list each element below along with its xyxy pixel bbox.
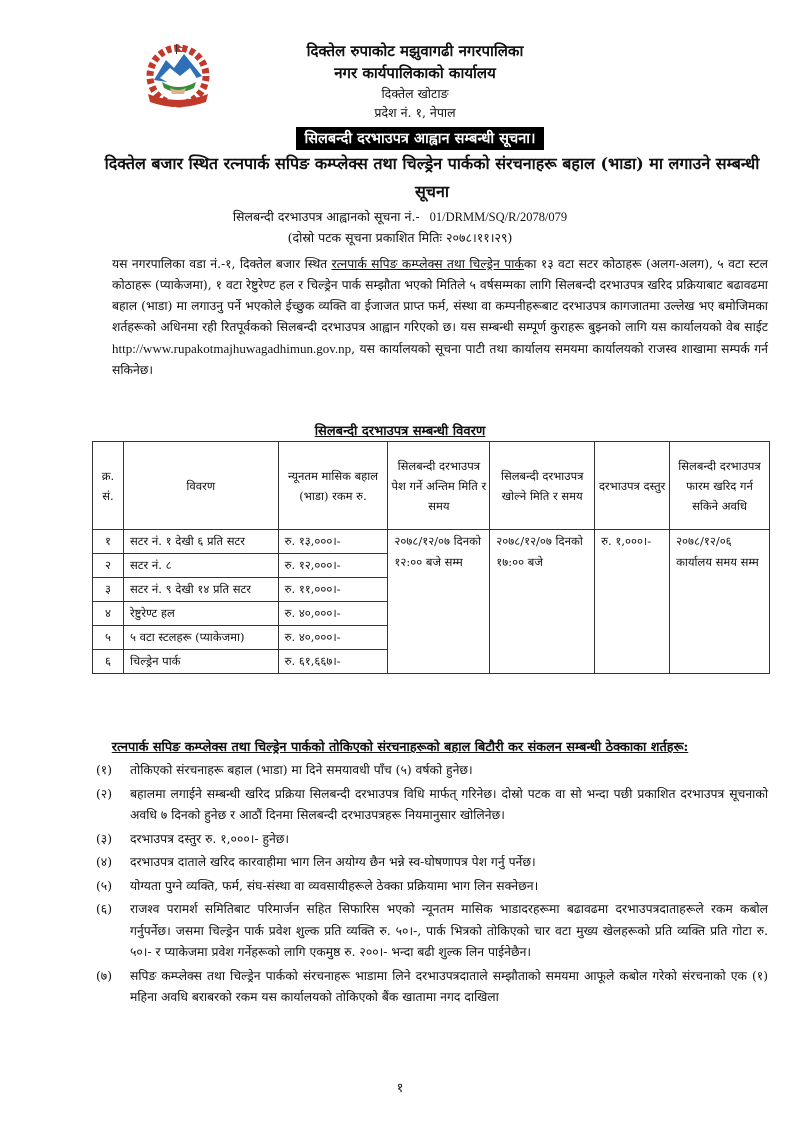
row-description: सटर नं. १ देखी ६ प्रति सटर bbox=[123, 530, 278, 554]
row-description: चिल्ड्रेन पार्क bbox=[123, 650, 278, 674]
col-header-description: विवरण bbox=[123, 442, 278, 530]
condition-text: दरभाउपत्र दस्तुर रु. १,०००।- हुनेछ। bbox=[130, 831, 290, 846]
notice-title: दिक्तेल बजार स्थित रत्नपार्क सपिङ कम्प्लेक्स तथा चिल्ड्रेन पार्कको संरचनाहरू बहाल (भाडा) मा लगाउने सम्बन्धी सूचना bbox=[104, 154, 760, 201]
page-number: १ bbox=[396, 1081, 404, 1096]
body-text-end: , यस कार्यालयको सूचना पाटी तथा कार्यालय समयमा कार्यालयको राजस्व शाखामा सम्पर्क गर्न सकिनेछ। bbox=[112, 342, 768, 377]
condition-item bbox=[96, 899, 768, 964]
website-link[interactable]: http://www.rupakotmajhuwagadhimun.gov.np bbox=[112, 341, 352, 356]
body-underlined-location: रत्नपार्क सपिङ कम्प्लेक्स तथा चिल्ड्रेन पार्क bbox=[331, 257, 524, 271]
row-sn: १ bbox=[93, 530, 124, 554]
col-header-min-rent: न्यूनतम मासिक बहाल (भाडा) रकम रु. bbox=[278, 442, 388, 530]
office-location: दिक्तेल खोटाङ bbox=[381, 86, 449, 101]
row-description: रेष्टुरेण्ट हल bbox=[123, 602, 278, 626]
reference-label: सिलबन्दी दरभाउपत्र आह्वानको सूचना नं.- bbox=[232, 209, 420, 224]
publication-date: (दोस्रो पटक सूचना प्रकाशित मितिः २०७८।११।२९) bbox=[287, 230, 513, 245]
row-description: सटर नं. ९ देखी १४ प्रति सटर bbox=[123, 578, 278, 602]
condition-text: योग्यता पुग्ने व्यक्ति, फर्म, संघ-संस्था वा व्यवसायीहरूले ठेक्का प्रक्रियामा भाग लिन सक्नेछन। bbox=[130, 878, 539, 893]
row-sn: ६ bbox=[93, 650, 124, 674]
condition-number: (७) bbox=[96, 968, 112, 983]
org-name: दिक्तेल रुपाकोट मझुवागढी नगरपालिका bbox=[306, 42, 524, 60]
tender-fee: रु. १,०००।- bbox=[595, 530, 670, 674]
notice-body bbox=[112, 254, 768, 381]
condition-number: (३) bbox=[96, 831, 112, 846]
tender-details-table bbox=[92, 441, 770, 674]
col-header-submission-deadline: सिलबन्दी दरभाउपत्र पेश गर्ने अन्तिम मिति र समय bbox=[388, 442, 490, 530]
row-sn: ४ bbox=[93, 602, 124, 626]
col-header-sn: क्र. सं. bbox=[93, 442, 124, 530]
form-purchase-period: २०७८/१२/०६ कार्यालय समय सम्म bbox=[670, 530, 770, 674]
condition-item bbox=[96, 852, 768, 874]
row-min-rent: रु. १२,०००।- bbox=[278, 554, 388, 578]
condition-text: बहालमा लगाईने सम्बन्धी खरिद प्रक्रिया सिलबन्दी दरभाउपत्र विधि मार्फत् गरिनेछ। दोस्रो पटक वा सो भन्दा पछी प्रकाशित दरभाउपत्र सूचनाको अवधि ७ दिनको हुनेछ र आठौं दिनमा सिलबन्दी दरभाउपत्रहरू नियमानुसार खोलिनेछ। bbox=[130, 786, 768, 822]
row-description: ५ वटा स्टलहरू (प्याकेजमा) bbox=[123, 626, 278, 650]
condition-number: (१) bbox=[96, 763, 112, 777]
condition-item bbox=[96, 784, 768, 827]
condition-number: (६) bbox=[96, 902, 112, 916]
condition-number: (४) bbox=[96, 855, 112, 869]
letterhead bbox=[0, 40, 800, 122]
table-title: सिलबन्दी दरभाउपत्र सम्बन्धी विवरण bbox=[314, 424, 486, 439]
condition-item bbox=[96, 966, 768, 1009]
row-min-rent: रु. ४०,०००।- bbox=[278, 602, 388, 626]
condition-text: तोकिएको संरचनाहरू बहाल (भाडा) मा दिने समयावधी पाँच (५) वर्षको हुनेछ। bbox=[130, 763, 473, 777]
table-header-row bbox=[93, 442, 770, 530]
row-min-rent: रु. ११,०००।- bbox=[278, 578, 388, 602]
reference-number: 01/DRMM/SQ/R/2078/079 bbox=[429, 210, 568, 224]
col-header-fee: दरभाउपत्र दस्तुर bbox=[595, 442, 670, 530]
notice-banner: सिलबन्दी दरभाउपत्र आह्वान सम्बन्धी सूचना। bbox=[296, 127, 543, 150]
row-sn: ५ bbox=[93, 626, 124, 650]
row-sn: ३ bbox=[93, 578, 124, 602]
condition-text: दरभाउपत्र दाताले खरिद कारवाहीमा भाग लिन अयोग्य छैन भन्ने स्व-घोषणापत्र पेश गर्नु पर्नेछ। bbox=[130, 855, 536, 869]
body-text-middle: का १३ वटा सटर कोठाहरू (अलग-अलग), ५ वटा स्टल कोठाहरू (प्याकेजमा), १ वटा रेष्टुरेण्ट हल र चिल्ड्रेन पार्क सम्झौता भएको मितिले ५ वर्षसम्मका लागि सिलबन्दी दरभाउपत्र खरिद प्रक्रियाबाट बढावढमा बहाल (भाडा) मा लगाउनु पर्ने भएकोले ईच्छुक व्यक्ति वा ईजाजत प्राप्त फर्म, संस्था वा कम्पनीहरूबाट दरभाउपत्र कागजातमा उल्लेख भए बमोजिमका शर्तहरूको अधिनमा रही रितपूर्वकको सिलबन्दी दरभाउपत्र आह्वान गरिएको छ। यस सम्बन्धी सम्पूर्ण कुराहरू बुझ्नको लागि यस कार्यालयको वेब साईट bbox=[112, 257, 768, 334]
notice-reference bbox=[0, 207, 800, 227]
condition-number: (५) bbox=[96, 878, 112, 893]
body-text-start: यस नगरपालिका वडा नं.-१, दिक्तेल बजार स्थित bbox=[112, 257, 332, 271]
row-min-rent: रु. ४०,०००।- bbox=[278, 626, 388, 650]
conditions-list bbox=[96, 760, 768, 1011]
row-description: सटर नं. ८ bbox=[123, 554, 278, 578]
row-min-rent: रु. १३,०००।- bbox=[278, 530, 388, 554]
condition-text: राजश्व परामर्श समितिबाट परिमार्जन सहित सिफारिस भएको न्यूनतम मासिक भाडादरहरूमा बढावढमा दरभाउपत्रदाताहरूले रकम कबोल गर्नुपर्नेछ। जसमा चिल्ड्रेन पार्क प्रवेश शुल्क प्रति व्यक्ति रु. ५०।-, पार्क भित्रको तोकिएको चार वटा मुख्य खेलहरूको प्रति व्यक्ति प्रति गोटा रु. ५०।- र प्याकेजमा प्रवेश गर्नेहरूको लागि एकमुष्ठ रु. २००।- भन्दा बढी शुल्क लिन पाईनेछैन। bbox=[130, 902, 768, 959]
office-province: प्रदेश नं. १, नेपाल bbox=[374, 105, 456, 120]
col-header-form-period: सिलबन्दी दरभाउपत्र फारम खरिद गर्न सकिने अवधि bbox=[670, 442, 770, 530]
conditions-title: रत्नपार्क सपिङ कम्प्लेक्स तथा चिल्ड्रेन पार्कको तोकिएको संरचनाहरूको बहाल बिटौरी कर संकलन सम्बन्धी ठेक्काका शर्तहरू: bbox=[111, 740, 689, 755]
office-name: नगर कार्यपालिकाको कार्यालय bbox=[334, 64, 496, 82]
condition-item bbox=[96, 760, 768, 782]
condition-item bbox=[96, 876, 768, 898]
opening-time: २०७८/१२/०७ दिनको १७:०० बजे bbox=[490, 530, 595, 674]
row-min-rent: रु. ६१,६६७।- bbox=[278, 650, 388, 674]
condition-item bbox=[96, 829, 768, 851]
condition-text: सपिङ कम्प्लेक्स तथा चिल्ड्रेन पार्कको संरचनाहरू भाडामा लिने दरभाउपत्रदाताले सम्झौताको समयमा आफूले कबोल गरेको संरचनाको एक (१) महिना अवधि बराबरको रकम यस कार्यालयको तोकिएको बैंक खातामा नगद दाखिला bbox=[130, 968, 768, 1004]
condition-number: (२) bbox=[96, 786, 112, 801]
col-header-opening-time: सिलबन्दी दरभाउपत्र खोल्ने मिति र समय bbox=[490, 442, 595, 530]
row-sn: २ bbox=[93, 554, 124, 578]
table-row bbox=[93, 530, 770, 554]
submission-deadline: २०७८/१२/०७ दिनको १२:०० बजे सम्म bbox=[388, 530, 490, 674]
